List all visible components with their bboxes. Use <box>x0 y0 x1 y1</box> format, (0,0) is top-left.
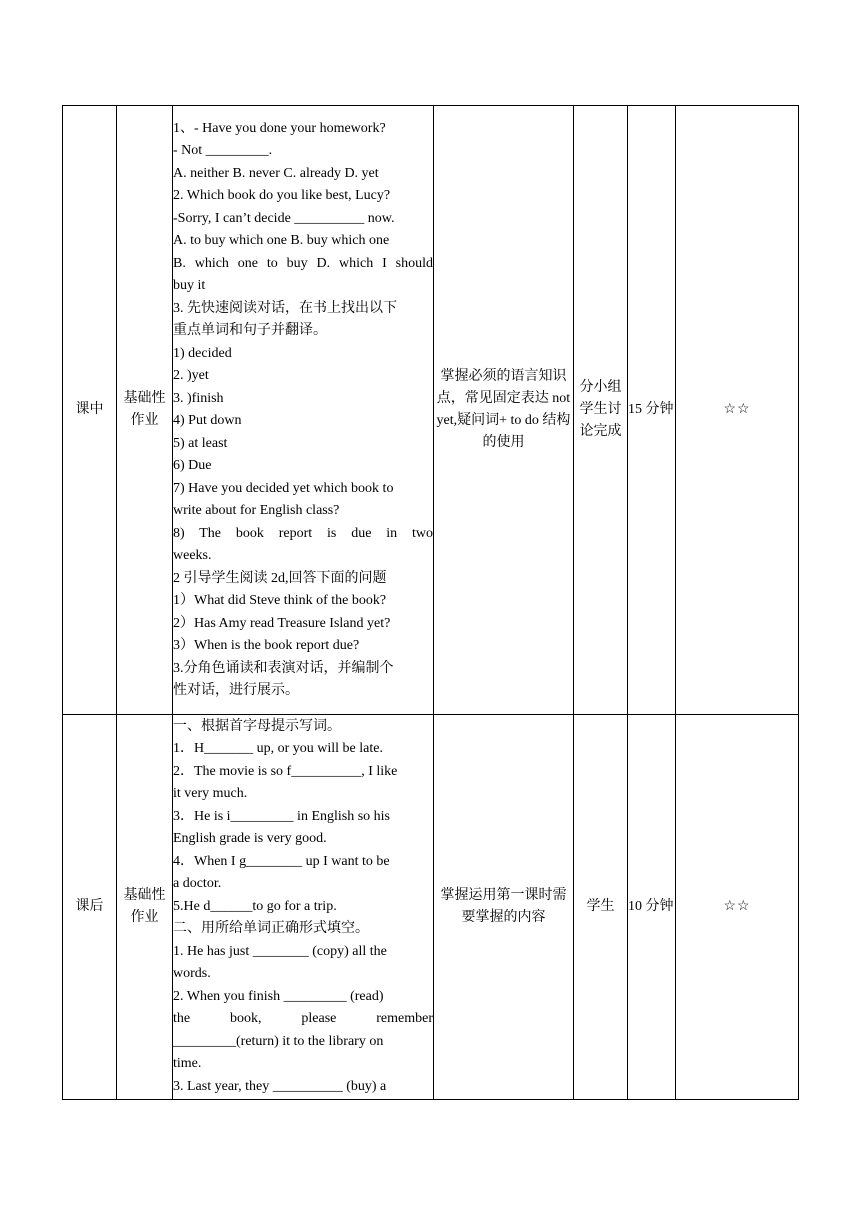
learning-goal-cell: 掌握必须的语言知识点，常见固定表达 not yet,疑问词+ to do 结构的使用 <box>434 106 574 715</box>
table-row-in-class <box>63 106 799 715</box>
content-line: 二、用所给单词正确形式填空。 <box>173 921 369 937</box>
homework-content-cell <box>173 106 434 715</box>
completion-form-cell: 学生 <box>574 715 628 1100</box>
homework-table <box>62 105 799 1100</box>
homework-type-cell: 基础性作业 <box>117 106 173 715</box>
difficulty-stars: ☆☆ <box>676 106 799 715</box>
content-line: 1．H_______ up, or you will be late. <box>173 741 383 757</box>
content-line: 1) decided <box>173 345 232 361</box>
content-line: 2 引导学生阅读 2d,回答下面的问题 <box>173 570 387 586</box>
difficulty-stars: ☆☆ <box>676 715 799 1100</box>
content-line: 5.He d______to go for a trip. <box>173 898 337 914</box>
content-line: 3. Last year, they __________ (buy) a <box>173 1078 387 1094</box>
content-line: 5) at least <box>173 435 228 451</box>
content-line: 8) The book report is due in two <box>173 525 433 541</box>
content-line: a doctor. <box>173 876 222 892</box>
content-line: 3．He is i_________ in English so his <box>173 808 391 824</box>
time-cell: 10 分钟 <box>628 715 676 1100</box>
content-line: B. which one to buy D. which I should <box>173 255 433 271</box>
content-line: 4) Put down <box>173 413 242 428</box>
content-line: 2. Which book do you like best, Lucy? <box>173 188 391 203</box>
content-line: weeks. <box>173 548 212 563</box>
content-line: 1）What did Steve think of the book? <box>173 593 387 608</box>
content-line: 3. )finish <box>173 390 224 406</box>
content-line: 1. He has just ________ (copy) all the <box>173 943 387 959</box>
content-line: 1、- Have you done your homework? <box>173 120 386 136</box>
content-line: 2．The movie is so f__________, I like <box>173 763 398 779</box>
content-line: 一、根据首字母提示写词。 <box>173 718 341 734</box>
content-line: 7) Have you decided yet which book to <box>173 480 394 496</box>
homework-content-cell <box>173 715 434 1100</box>
homework-type-cell: 基础性作业 <box>117 715 173 1100</box>
learning-goal-cell: 掌握运用第一课时需要掌握的内容 <box>434 715 574 1100</box>
time-cell: 15 分钟 <box>628 106 676 715</box>
content-line: 3.分角色诵读和表演对话，并编制个 <box>173 660 394 676</box>
content-line: it very much. <box>173 786 248 802</box>
content-line: 6) Due <box>173 458 212 473</box>
content-line: time. <box>173 1056 202 1072</box>
content-line: _________(return) it to the library on <box>173 1033 384 1049</box>
content-line: -Sorry, I can’t decide __________ now. <box>173 210 395 226</box>
content-line: 重点单词和句子并翻译。 <box>173 323 327 338</box>
content-line: 2. )yet <box>173 368 209 383</box>
content-line: buy it <box>173 278 206 293</box>
content-line: A. neither B. never C. already D. yet <box>173 165 379 181</box>
content-line: 2. When you finish _________ (read) <box>173 988 384 1004</box>
content-line: the book, please remember <box>173 1011 433 1027</box>
content-line: 2）Has Amy read Treasure Island yet? <box>173 615 391 631</box>
stage-cell: 课后 <box>63 715 117 1100</box>
content-line: A. to buy which one B. buy which one <box>173 233 390 248</box>
content-line: 性对话，进行展示。 <box>173 683 299 698</box>
content-line: 4．When I g________ up I want to be <box>173 853 390 869</box>
content-line: words. <box>173 966 211 982</box>
content-line: 3）When is the book report due? <box>173 638 360 653</box>
stage-cell: 课中 <box>63 106 117 715</box>
completion-form-cell: 分小组学生讨论完成 <box>574 106 628 715</box>
content-line: - Not _________. <box>173 143 273 158</box>
table-row-after-class <box>63 715 799 1100</box>
content-line: 3. 先快速阅读对话，在书上找出以下 <box>173 300 397 316</box>
content-line: English grade is very good. <box>173 831 327 847</box>
content-line: write about for English class? <box>173 503 340 518</box>
